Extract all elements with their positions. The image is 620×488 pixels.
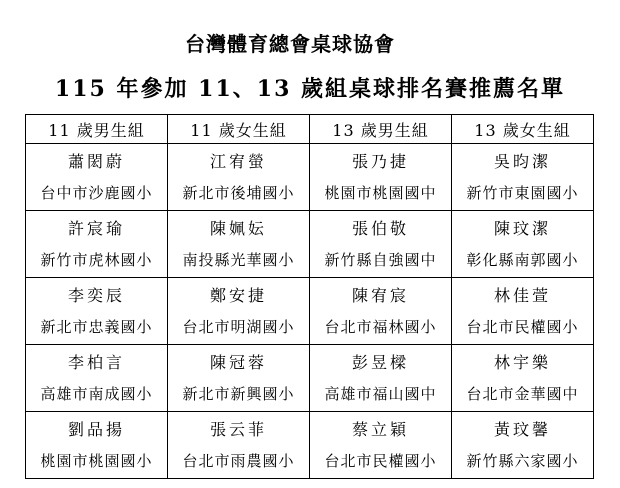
player-school: 新竹市東園國小 bbox=[466, 184, 579, 202]
player-school: 桃園市桃園國小 bbox=[40, 452, 153, 470]
player-school: 新竹縣自強國中 bbox=[324, 251, 437, 269]
table-cell bbox=[310, 412, 452, 479]
player-school: 台北市雨農國小 bbox=[182, 452, 295, 470]
table-cell bbox=[452, 412, 594, 479]
player-school: 台北市明湖國小 bbox=[182, 318, 295, 336]
recommendation-table bbox=[25, 114, 594, 479]
document-title: 115 年參加 11、13 歲組桌球排名賽推薦名單 bbox=[54, 76, 566, 102]
table-row bbox=[26, 278, 594, 345]
table-cell bbox=[168, 412, 310, 479]
organization-title: 台灣體育總會桌球協會 bbox=[185, 32, 395, 56]
table-header-row bbox=[26, 115, 594, 144]
table-cell bbox=[26, 211, 168, 278]
table-cell bbox=[168, 144, 310, 211]
table-cell bbox=[310, 211, 452, 278]
player-name: 林宇樂 bbox=[493, 353, 551, 372]
player-school: 高雄市福山國中 bbox=[324, 385, 437, 403]
player-name: 林佳萱 bbox=[493, 286, 551, 305]
player-name: 江宥螢 bbox=[209, 152, 267, 171]
player-school: 彰化縣南郭國小 bbox=[466, 251, 579, 269]
player-name: 陳姵妘 bbox=[209, 219, 267, 238]
table-row bbox=[26, 345, 594, 412]
table-row bbox=[26, 412, 594, 479]
table-cell bbox=[26, 278, 168, 345]
player-school: 台北市民權國小 bbox=[324, 452, 437, 470]
player-name: 鄭安捷 bbox=[209, 286, 267, 305]
table-cell bbox=[26, 412, 168, 479]
player-school: 新北市後埔國小 bbox=[182, 184, 295, 202]
player-school: 新竹縣六家國小 bbox=[466, 452, 579, 470]
table-cell bbox=[452, 345, 594, 412]
player-name: 陳玟潔 bbox=[493, 219, 551, 238]
player-school: 桃園市桃園國中 bbox=[324, 184, 437, 202]
table-cell bbox=[310, 278, 452, 345]
table-cell bbox=[168, 278, 310, 345]
player-school: 新北市忠義國小 bbox=[40, 318, 153, 336]
player-school: 台北市民權國小 bbox=[466, 318, 579, 336]
player-school: 南投縣光華國小 bbox=[182, 251, 295, 269]
table-cell bbox=[26, 144, 168, 211]
player-name: 蔡立穎 bbox=[351, 420, 409, 439]
player-name: 蕭閎蔚 bbox=[67, 152, 125, 171]
player-name: 彭昱樑 bbox=[351, 353, 409, 372]
player-name: 張伯敬 bbox=[351, 219, 409, 238]
column-header-11-girls: 11 歲女生組 bbox=[168, 115, 310, 144]
player-school: 台中市沙鹿國小 bbox=[40, 184, 153, 202]
player-name: 黃玟馨 bbox=[493, 420, 551, 439]
player-school: 台北市金華國中 bbox=[466, 385, 579, 403]
player-school: 新北市新興國小 bbox=[182, 385, 295, 403]
player-school: 高雄市南成國小 bbox=[40, 385, 153, 403]
player-name: 李奕辰 bbox=[67, 286, 125, 305]
table-row bbox=[26, 144, 594, 211]
table-cell bbox=[310, 144, 452, 211]
player-name: 陳冠蓉 bbox=[209, 353, 267, 372]
table-cell bbox=[26, 345, 168, 412]
player-name: 李柏言 bbox=[67, 353, 125, 372]
player-name: 陳宥宸 bbox=[351, 286, 409, 305]
column-header-11-boys: 11 歲男生組 bbox=[26, 115, 168, 144]
table-cell bbox=[452, 278, 594, 345]
table-cell bbox=[168, 345, 310, 412]
table-row bbox=[26, 211, 594, 278]
table-cell bbox=[452, 144, 594, 211]
player-name: 劉品揚 bbox=[67, 420, 125, 439]
player-name: 吳昀潔 bbox=[493, 152, 551, 171]
player-school: 新竹市虎林國小 bbox=[40, 251, 153, 269]
column-header-13-boys: 13 歲男生組 bbox=[310, 115, 452, 144]
player-name: 張乃捷 bbox=[351, 152, 409, 171]
table-cell bbox=[452, 211, 594, 278]
table-cell bbox=[168, 211, 310, 278]
player-name: 張云菲 bbox=[209, 420, 267, 439]
player-name: 許宸瑜 bbox=[67, 219, 125, 238]
player-school: 台北市福林國小 bbox=[324, 318, 437, 336]
column-header-13-girls: 13 歲女生組 bbox=[452, 115, 594, 144]
table-cell bbox=[310, 345, 452, 412]
